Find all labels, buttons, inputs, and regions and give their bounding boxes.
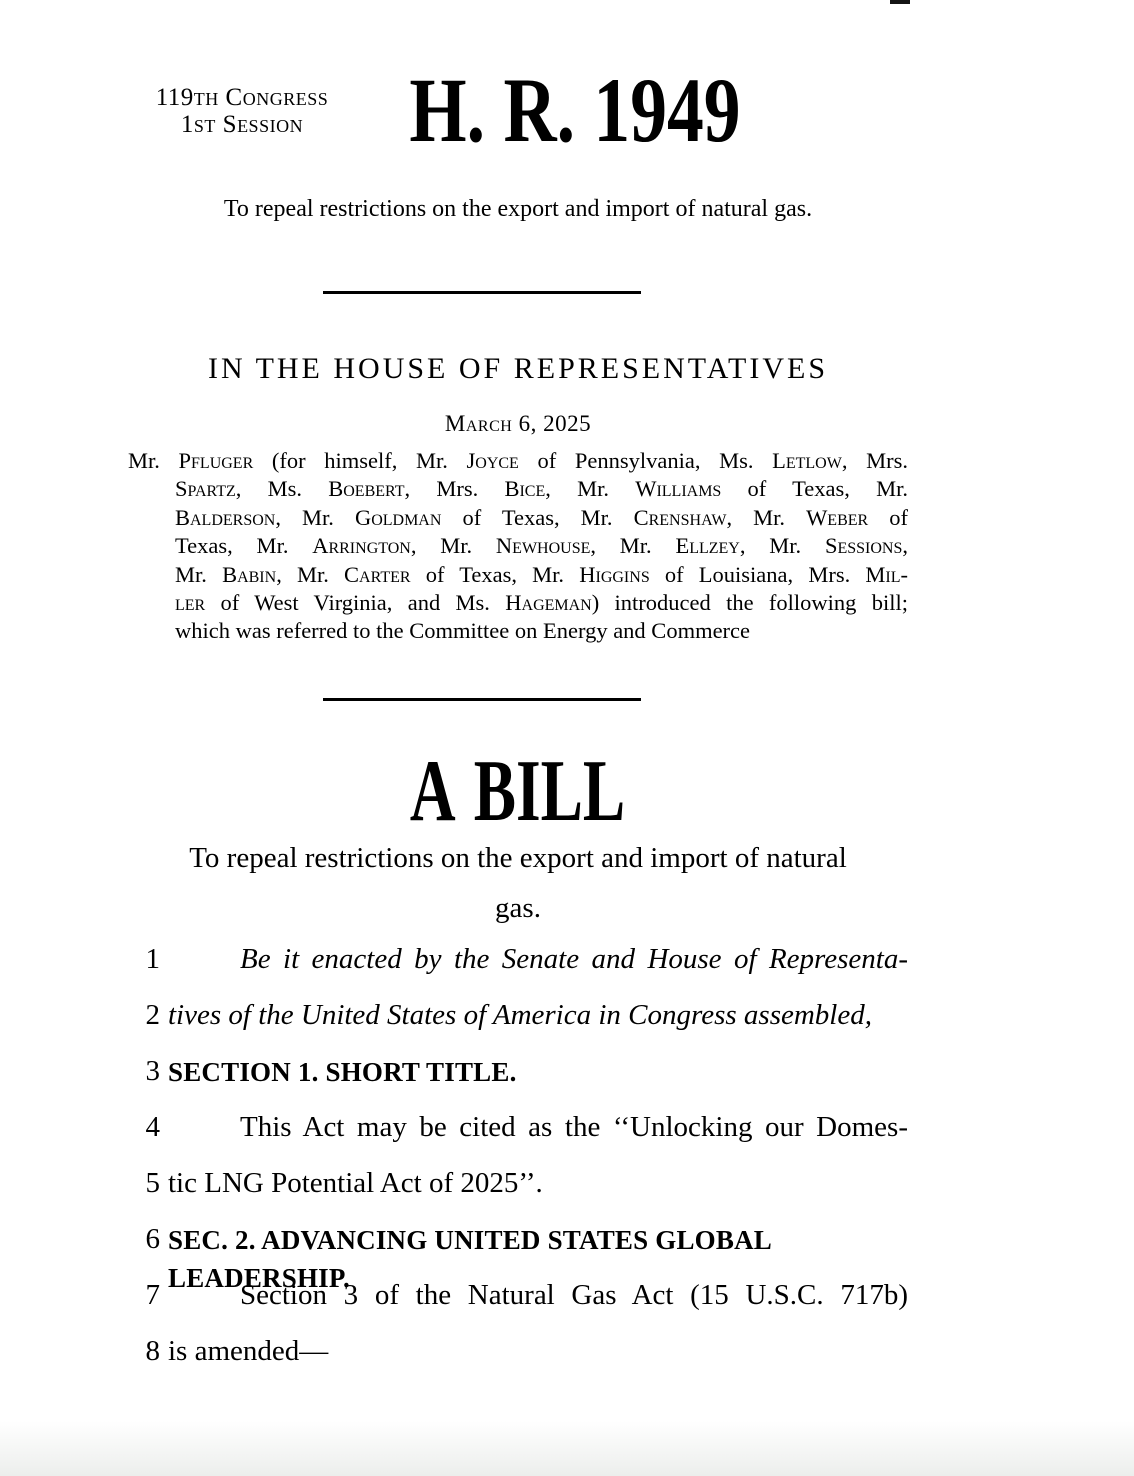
sponsor-text: , Mr.	[276, 561, 345, 587]
sponsor-text: , Mr.	[275, 504, 355, 530]
sponsor-text: , Mrs.	[841, 448, 908, 473]
sponsor-name: Arrington	[312, 533, 411, 559]
line-number: 5	[145, 1167, 160, 1199]
line-text: is amended—	[168, 1335, 329, 1367]
congress-label: 119th Congress	[155, 84, 329, 111]
sponsor-text: of Louisiana, Mrs.	[649, 561, 866, 587]
bill-body	[128, 941, 908, 1389]
separator-rule-bottom	[323, 698, 641, 701]
sponsor-name: Higgins	[579, 561, 650, 587]
sponsor-name: Weber	[806, 504, 869, 530]
sponsor-name: Newhouse	[495, 533, 591, 559]
sponsor-line	[128, 504, 908, 532]
sponsor-text: , Mr.	[739, 533, 825, 559]
sponsor-name: Carter	[344, 561, 411, 587]
sponsor-text: , Mr.	[410, 533, 496, 559]
bill-line	[128, 1109, 908, 1165]
congress-session-block	[128, 84, 356, 138]
introduction-date: March 6, 2025	[444, 411, 592, 436]
long-title-line: gas.	[495, 892, 541, 924]
line-text: Section 3 of the Natural Gas Act (15 U.S.C. 717b)	[240, 1279, 908, 1311]
line-number: 8	[145, 1335, 160, 1367]
chamber-heading: IN THE HOUSE OF REPRESENTATIVES	[207, 352, 829, 385]
page-bottom-fade	[0, 1421, 1134, 1476]
sponsor-line	[128, 475, 908, 503]
sponsor-text: , Ms.	[235, 476, 329, 502]
sponsor-name: Hageman	[505, 590, 592, 616]
sponsor-name: Williams	[635, 476, 722, 502]
sponsor-text: of Pennsylvania, Ms.	[518, 448, 773, 473]
sponsor-text: , Mr.	[726, 504, 807, 530]
long-title-line: To repeal restrictions on the export and import of natural	[189, 842, 847, 874]
sponsor-line	[128, 447, 908, 475]
sponsor-text: , Mrs.	[404, 476, 505, 502]
sponsor-name: Ellzey	[675, 533, 740, 559]
bill-content	[128, 0, 908, 1476]
sponsor-name: Boebert	[328, 476, 405, 502]
bill-line	[128, 1333, 908, 1389]
bill-heading: A BILL	[410, 743, 626, 840]
bill-line	[128, 1053, 908, 1109]
bill-line	[128, 1221, 908, 1293]
line-number: 3	[145, 1055, 160, 1087]
line-text: tives of the United States of America in Congress assembled,	[168, 999, 872, 1031]
sponsor-name: Crenshaw	[633, 504, 727, 530]
sponsor-line	[128, 532, 908, 560]
sponsor-name: Letlow	[772, 448, 842, 473]
bill-line	[128, 1277, 908, 1333]
sponsor-line	[128, 589, 908, 617]
sponsor-text: of West Virginia, and Ms.	[205, 590, 506, 616]
sponsor-text: ) introduced the following bill;	[591, 590, 908, 616]
sponsor-text: (for himself, Mr.	[253, 448, 467, 473]
bill-number: H. R. 1949	[409, 59, 741, 161]
sponsor-line	[128, 561, 908, 589]
line-number: 6	[145, 1223, 160, 1255]
sponsor-name: Balderson	[175, 504, 276, 530]
bill-line	[128, 1165, 908, 1221]
line-number: 1	[145, 943, 160, 975]
line-text: SECTION 1. SHORT TITLE.	[168, 1057, 517, 1087]
sponsor-text: of Texas, Mr.	[410, 561, 580, 587]
line-text: SEC. 2. ADVANCING UNITED STATES GLOBAL LEADERSHIP.	[168, 1225, 771, 1293]
sponsor-text: Mr.	[175, 561, 223, 587]
official-title: To repeal restrictions on the export and import of natural gas.	[223, 196, 813, 222]
sponsor-name: Sessions	[824, 533, 903, 559]
bill-line	[128, 997, 908, 1053]
sponsor-text: ,	[902, 533, 908, 559]
sponsor-name: Bice	[504, 476, 546, 502]
sponsor-text: of Texas, Mr.	[441, 504, 634, 530]
sponsor-text: of Texas, Mr.	[721, 476, 908, 502]
sponsor-name: Pfluger	[178, 448, 254, 473]
separator-rule-top	[323, 291, 641, 294]
sponsor-name: Goldman	[354, 504, 442, 530]
session-label: 1st Session	[180, 111, 304, 138]
sponsor-text: Texas, Mr.	[175, 533, 313, 559]
sponsor-name: Babin	[222, 561, 277, 587]
sponsor-line	[128, 617, 908, 645]
line-number: 2	[145, 999, 160, 1031]
sponsor-name: Joyce	[466, 448, 519, 473]
line-number: 7	[145, 1279, 160, 1311]
sponsor-name: ler	[175, 590, 206, 616]
sponsors-paragraph	[128, 447, 908, 646]
sponsor-text: of	[868, 504, 908, 530]
sponsor-name: Mil-	[865, 561, 908, 587]
line-text: This Act may be cited as the ‘‘Unlocking our Domes-	[240, 1111, 908, 1143]
sponsor-text: which was referred to the Committee on Energy and Commerce	[175, 618, 751, 644]
sponsor-text: Mr.	[128, 448, 179, 473]
line-text: tic LNG Potential Act of 2025’’.	[168, 1167, 543, 1199]
bill-line	[128, 941, 908, 997]
sponsor-text: , Mr.	[545, 476, 636, 502]
long-title	[128, 833, 908, 933]
sponsor-name: Spartz	[175, 476, 236, 502]
line-number: 4	[145, 1111, 160, 1143]
sponsor-text: , Mr.	[590, 533, 676, 559]
line-text: Be it enacted by the Senate and House of Representa-	[240, 943, 908, 975]
